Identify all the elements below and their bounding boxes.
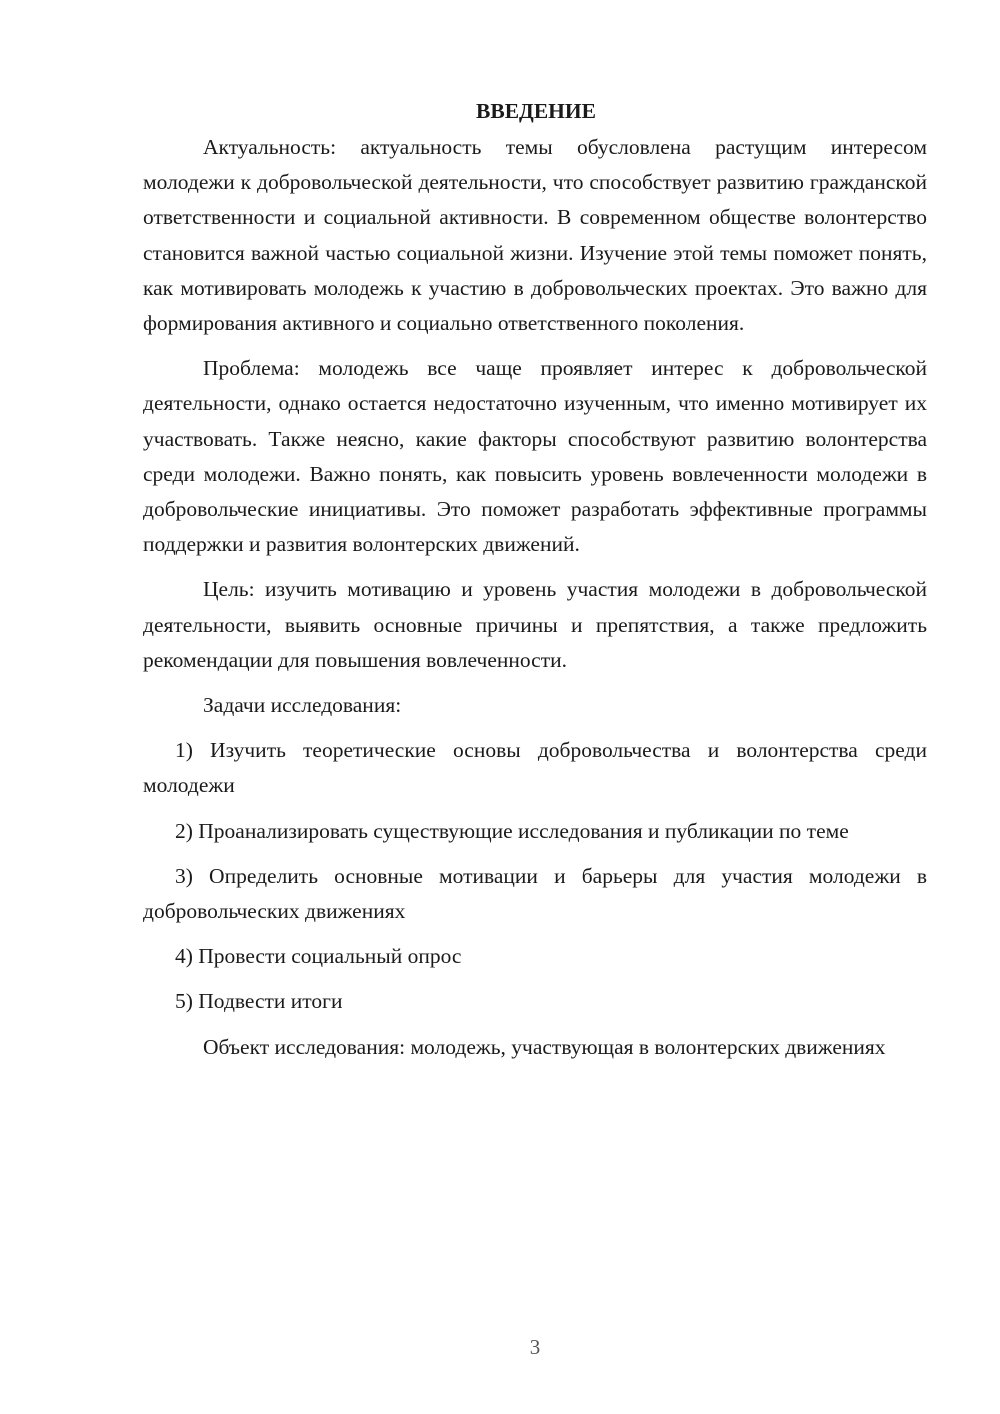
task-item-5: 5) Подвести итоги: [175, 989, 343, 1014]
task-item-4: 4) Провести социальный опрос: [175, 944, 462, 969]
task-item-3: 3) Определить основные мотивации и барьеры для участия молодежи в добровольческих движениях: [143, 863, 927, 924]
tasks-heading: Задачи исследования:: [203, 693, 402, 718]
problem-paragraph: Проблема: молодежь все чаще проявляет интерес к добровольческой деятельности, однако остается недостаточно изученным, что именно мотивирует их участвовать. Также неясно, какие факторы способствуют развитию волонтерства среди молодежи. Важно понять, как повысить уровень вовлеченности молодежи в добровольческие инициативы. Это поможет разработать эффективные программы поддержки и развития волонтерских движений.: [143, 356, 927, 557]
document-page: [143, 96, 927, 1075]
object-paragraph: Объект исследования: молодежь, участвующая в волонтерских движениях: [203, 1034, 886, 1059]
page-title: ВВЕДЕНИЕ: [476, 99, 596, 123]
task-item-2: 2) Проанализировать существующие исследования и публикации по теме: [175, 818, 849, 843]
task-item-1: 1) Изучить теоретические основы добровольчества и волонтерства среди молодежи: [143, 738, 927, 798]
relevance-paragraph: Актуальность: актуальность темы обусловлена растущим интересом молодежи к добровольческой деятельности, что способствует развитию гражданской ответственности и социальной активности. В современном обществе волонтерство становится важной частью социальной жизни. Изучение этой темы поможет понять, как мотивировать молодежь к участию в добровольческих проектах. Это важно для формирования активного и социально ответственного поколения.: [143, 135, 927, 336]
page-number: 3: [529, 1335, 541, 1359]
goal-paragraph: Цель: изучить мотивацию и уровень участия молодежи в добровольческой деятельности, выявить основные причины и препятствия, а также предложить рекомендации для повышения вовлеченности.: [143, 577, 927, 672]
